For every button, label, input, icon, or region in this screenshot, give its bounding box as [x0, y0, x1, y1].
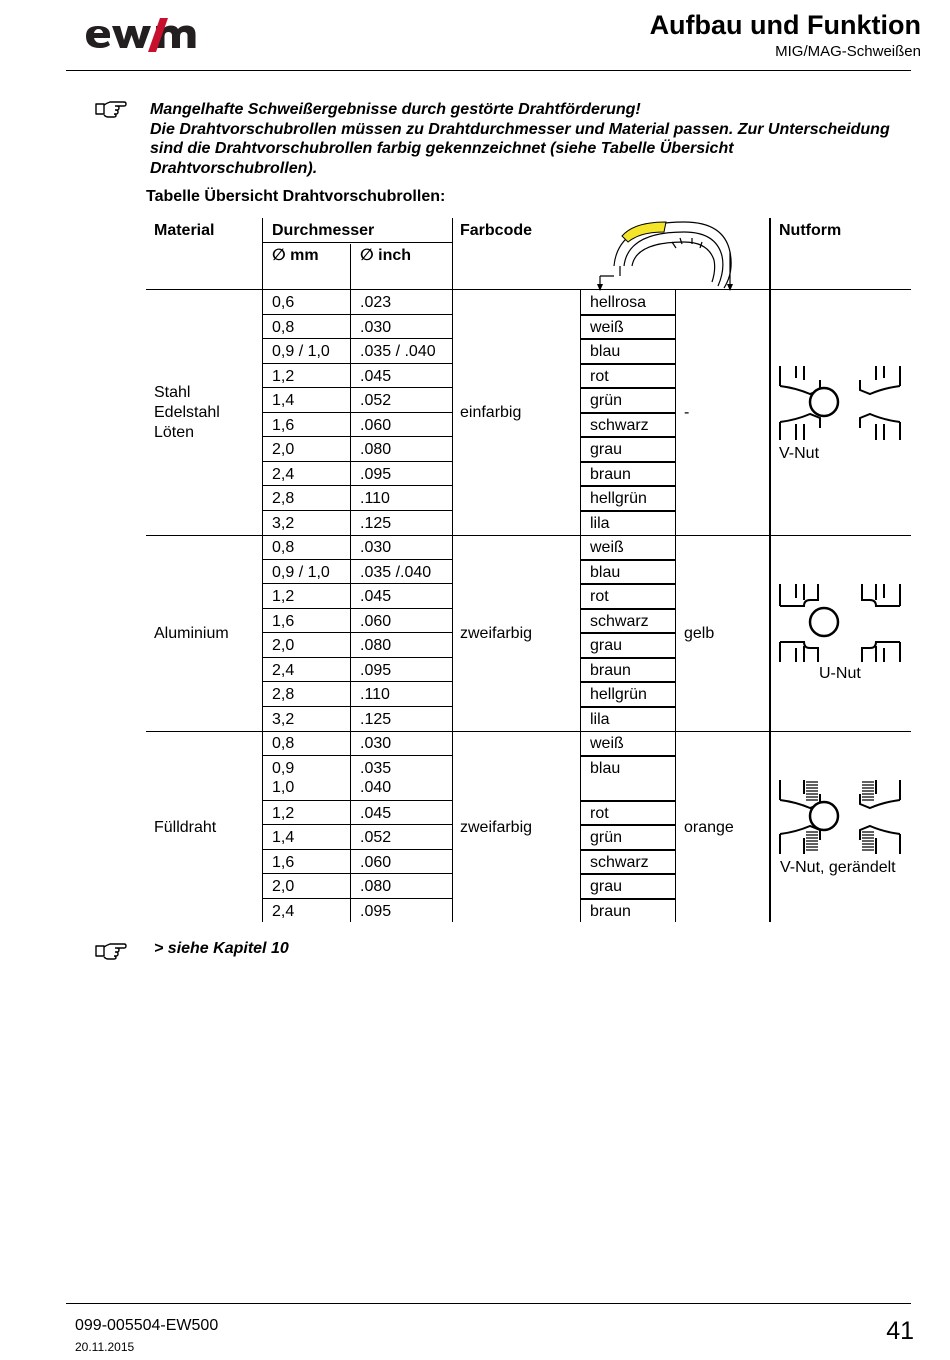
diameter-inch-cell: .095	[360, 902, 392, 920]
row-divider-line	[580, 363, 675, 365]
diameter-mm-cell: 1,6	[272, 853, 295, 871]
diameter-mm-cell: 1,6	[272, 612, 295, 630]
row-divider-line	[262, 387, 452, 388]
diameter-inch-cell: .125	[360, 514, 392, 532]
roller-color-cell: schwarz	[590, 853, 649, 871]
diameter-inch-cell: .023	[360, 294, 392, 311]
roller-color-cell: blau	[590, 343, 621, 360]
diameter-mm-cell: 2,0	[272, 878, 295, 895]
page-title: Aufbau und Funktion	[649, 10, 921, 40]
roller-color-cell: grau	[590, 441, 623, 458]
diameter-inch-cell: .052	[360, 829, 392, 846]
page-subtitle: MIG/MAG-Schweißen	[775, 43, 921, 60]
row-divider-line	[580, 559, 675, 561]
diameter-mm-cell: 2,4	[272, 661, 295, 679]
page-number: 41	[886, 1317, 914, 1345]
row-divider-line	[580, 657, 675, 659]
diameter-mm-cell: 0,8	[272, 318, 295, 336]
diameter-mm-cell: 3,2	[272, 710, 295, 728]
diameter-inch-cell: .110	[360, 686, 390, 703]
row-divider-line	[580, 583, 675, 585]
chapter-reference-link[interactable]: > siehe Kapitel 10	[154, 940, 289, 957]
roller-color-cell: braun	[590, 465, 631, 483]
diameter-inch-cell: .095	[360, 661, 392, 679]
col-divider	[452, 218, 453, 922]
ring-color-cell: -	[684, 404, 690, 421]
row-divider-line	[580, 485, 675, 487]
diameter-inch-cell: .080	[360, 441, 392, 458]
row-divider-line	[580, 681, 675, 683]
diameter-mm-cell: 0,8	[272, 539, 295, 556]
row-divider-line	[580, 461, 675, 463]
diameter-inch-cell: .110	[360, 490, 390, 507]
row-divider-line	[580, 387, 675, 389]
row-divider-line	[262, 824, 452, 825]
diameter-inch-cell: .035 /.040	[360, 563, 432, 581]
roller-color-cell: blau	[590, 759, 621, 777]
farbcode-cell: einfarbig	[460, 404, 522, 421]
row-divider-line	[580, 898, 675, 900]
roller-color-cell: hellgrün	[590, 490, 647, 507]
roller-color-cell: blau	[590, 563, 621, 581]
header-farbcode: Farbcode	[460, 222, 533, 239]
nutform-label: U-Nut	[819, 665, 861, 682]
warning-line: Drahtvorschubrollen).	[150, 159, 318, 177]
row-divider-line	[262, 338, 452, 339]
roller-color-cell: hellrosa	[590, 294, 647, 311]
row-divider-line	[262, 510, 452, 511]
roller-color-cell: rot	[590, 804, 609, 822]
diameter-inch-cell: .080	[360, 878, 392, 895]
diameter-inch-cell: .045	[360, 804, 392, 822]
diameter-inch-cell: .125	[360, 710, 392, 728]
row-divider-line	[580, 412, 675, 414]
drive-roller-diagram-icon	[592, 214, 742, 292]
row-divider-line	[262, 485, 452, 486]
row-divider-line	[580, 608, 675, 610]
roller-color-cell: grün	[590, 829, 623, 846]
diameter-inch-cell: .080	[360, 637, 392, 654]
row-divider-line	[262, 898, 452, 899]
col-divider	[675, 290, 676, 922]
diameter-mm-cell: 1,2	[272, 588, 295, 605]
diameter-mm-cell: 2,0	[272, 637, 295, 654]
roller-color-cell: weiß	[590, 735, 624, 752]
diameter-inch-cell: .060	[360, 612, 392, 630]
diameter-mm-cell: 1,6	[272, 416, 295, 434]
document-date: 20.11.2015	[75, 1340, 135, 1354]
row-divider-line	[262, 755, 452, 756]
pointing-hand-icon	[94, 940, 128, 960]
diameter-inch-cell: .095	[360, 465, 392, 483]
warning-line: Die Drahtvorschubrollen müssen zu Drahtdurchmesser und Material passen. Zur Unterscheidung	[150, 120, 890, 138]
warning-line: sind die Drahtvorschubrollen farbig gekennzeichnet (siehe Tabelle Übersicht	[150, 140, 734, 157]
roller-color-cell: braun	[590, 661, 631, 679]
material-line: Edelstahl	[154, 404, 220, 421]
diameter-mm-cell: 1,4	[272, 829, 295, 846]
row-divider-line	[580, 755, 675, 757]
roller-color-cell: schwarz	[590, 416, 649, 434]
row-divider-line	[262, 706, 452, 707]
row-divider-line	[580, 873, 675, 875]
header-divider-line	[262, 242, 452, 243]
diameter-mm-cell: 2,0	[272, 441, 295, 458]
material-line: Stahl	[154, 384, 191, 401]
row-divider-line	[262, 436, 452, 437]
diameter-inch-cell: .060	[360, 853, 392, 871]
header-durchmesser: Durchmesser	[272, 222, 375, 239]
row-divider-line	[580, 632, 675, 634]
roller-color-cell: lila	[590, 710, 610, 728]
roller-color-cell: grau	[590, 878, 623, 895]
row-divider-line	[262, 873, 452, 874]
roller-color-cell: rot	[590, 588, 609, 605]
diameter-mm-cell: 1,4	[272, 392, 295, 409]
diameter-mm-cell: 0,9 1,0	[272, 759, 295, 796]
document-number: 099-005504-EW500	[75, 1317, 219, 1334]
roller-color-cell: weiß	[590, 318, 624, 336]
row-divider-line	[580, 706, 675, 708]
diameter-mm-cell: 0,9 / 1,0	[272, 563, 330, 581]
roller-color-cell: hellgrün	[590, 686, 647, 703]
farbcode-cell: zweifarbig	[460, 819, 533, 836]
diameter-mm-cell: 2,8	[272, 686, 295, 703]
nutform-label: V-Nut, gerändelt	[780, 859, 896, 876]
diameter-mm-cell: 1,2	[272, 804, 295, 822]
row-divider-line	[580, 436, 675, 438]
roller-color-cell: grün	[590, 392, 623, 409]
warning-line: Mangelhafte Schweißergebnisse durch gestörte Drahtförderung!	[150, 101, 641, 118]
header-inch: ∅ inch	[360, 247, 412, 264]
row-divider-line	[262, 800, 452, 801]
row-divider-line	[262, 608, 452, 609]
diameter-mm-cell: 0,6	[272, 294, 295, 311]
row-divider-line	[262, 583, 452, 584]
diameter-inch-cell: .045	[360, 588, 392, 605]
row-divider-line	[262, 681, 452, 682]
material-cell: Fülldraht	[154, 819, 217, 836]
u-groove-icon	[776, 580, 904, 664]
roller-color-cell: weiß	[590, 539, 624, 556]
roller-color-cell: lila	[590, 514, 610, 532]
roller-color-cell: braun	[590, 902, 631, 920]
v-groove-icon	[776, 362, 904, 442]
roller-color-cell: rot	[590, 367, 609, 385]
material-cell	[154, 383, 220, 442]
header-material: Material	[154, 222, 215, 239]
diameter-inch-cell: .060	[360, 416, 392, 434]
col-divider	[769, 218, 771, 922]
diameter-inch-cell: .052	[360, 392, 392, 409]
material-cell: Aluminium	[154, 625, 229, 642]
footer-divider	[66, 1303, 911, 1304]
diameter-inch-cell: .030	[360, 735, 392, 752]
row-divider-line	[262, 461, 452, 462]
col-divider	[580, 290, 581, 922]
diameter-inch-cell: .035 / .040	[360, 343, 436, 360]
row-divider-line	[262, 363, 452, 364]
row-divider-line	[262, 412, 452, 413]
farbcode-cell: zweifarbig	[460, 625, 533, 642]
col-divider	[262, 218, 263, 922]
roller-color-cell: schwarz	[590, 612, 649, 630]
diameter-mm-cell: 2,8	[272, 490, 295, 507]
diameter-inch-cell: .035 .040	[360, 759, 392, 796]
row-divider-line	[262, 849, 452, 850]
knurled-v-groove-icon	[776, 776, 904, 856]
ring-color-cell: gelb	[684, 625, 715, 642]
row-divider-line	[580, 849, 675, 851]
diameter-inch-cell: .030	[360, 318, 392, 336]
row-divider-line	[580, 314, 675, 316]
row-divider-line	[580, 510, 675, 512]
diameter-inch-cell: .045	[360, 367, 392, 385]
material-line: Löten	[154, 424, 195, 441]
row-divider-line	[580, 800, 675, 802]
ring-color-cell: orange	[684, 819, 734, 836]
table-caption: Tabelle Übersicht Drahtvorschubrollen:	[146, 188, 446, 205]
header-nutform: Nutform	[779, 222, 842, 239]
header-mm: ∅ mm	[272, 247, 319, 264]
diameter-mm-cell: 2,4	[272, 465, 295, 483]
diameter-mm-cell: 0,8	[272, 735, 295, 752]
diameter-mm-cell: 3,2	[272, 514, 295, 532]
row-divider-line	[262, 314, 452, 315]
row-divider-line	[262, 632, 452, 633]
row-divider-line	[262, 559, 452, 560]
nutform-label: V-Nut	[779, 445, 820, 462]
group-divider-line	[146, 731, 911, 732]
diameter-inch-cell: .030	[360, 539, 392, 556]
header-bottom-line	[146, 289, 911, 290]
row-divider-line	[580, 338, 675, 340]
diameter-mm-cell: 1,2	[272, 367, 295, 385]
diameter-mm-cell: 0,9 / 1,0	[272, 343, 330, 360]
row-divider-line	[262, 657, 452, 658]
roller-color-cell: grau	[590, 637, 623, 654]
group-divider-line	[146, 535, 911, 536]
row-divider-line	[580, 824, 675, 826]
diameter-mm-cell: 2,4	[272, 902, 295, 920]
